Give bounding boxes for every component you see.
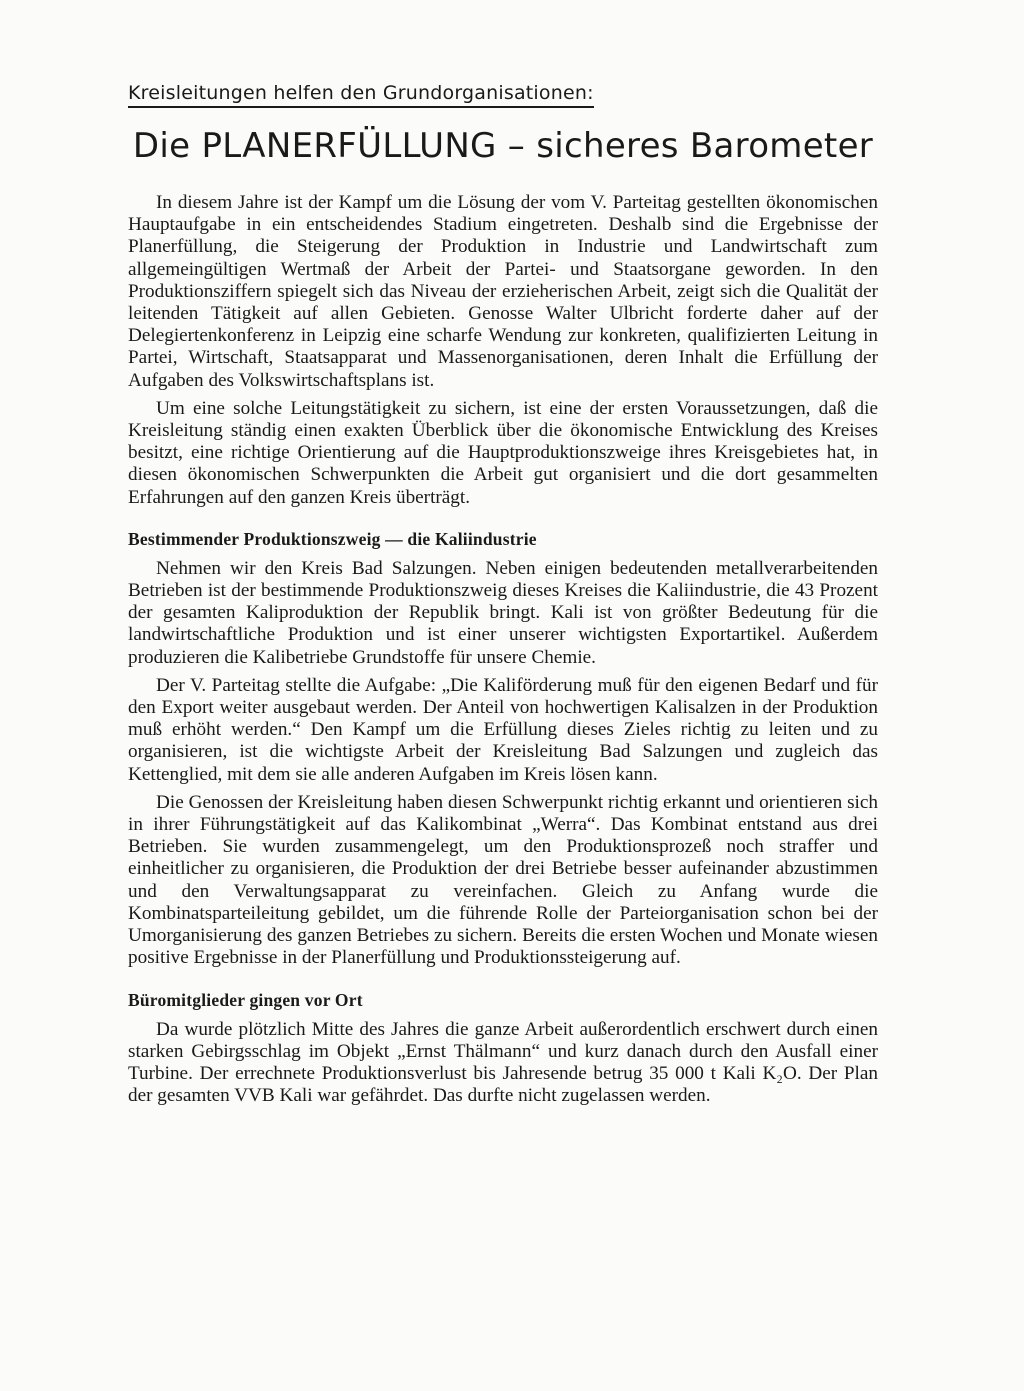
paragraph: Nehmen wir den Kreis Bad Salzungen. Neben einigen bedeutenden metallverarbeitenden Betrieben ist der bestimmende Produktionszweig dieses Kreises die Kaliindustrie, die 43 Prozent der gesamten Kaliproduktion der Republik bringt. Kali ist von größter Bedeutung für die landwirtschaftliche Produktion und ist einer unserer wichtigsten Exportartikel. Außerdem produzieren die Kalibetriebe Grundstoffe für unsere Chemie. [128,557,878,668]
paragraph: Der V. Parteitag stellte die Aufgabe: „Die Kaliförderung muß für den eigenen Bedarf und für den Export weiter ausgebaut werden. Der Anteil von hochwertigen Kalisalzen in der Produktion muß erhöht werden.“ Den Kampf um die Erfüllung dieses Zieles richtig zu leiten und zu organisieren, ist die wichtigste Arbeit der Kreisleitung Bad Salzungen und zugleich das Kettenglied, mit dem sie alle anderen Aufgaben im Kreis lösen kann. [128,674,878,785]
article-title: Die PLANERFÜLLUNG – sicheres Barometer [132,126,874,166]
paragraph: Da wurde plötzlich Mitte des Jahres die ganze Arbeit außerordentlich erschwert durch einen starken Gebirgsschlag im Objekt „Ernst Thälmann“ und kurz danach durch den Ausfall einer Turbine. Der errechnete Produktionsverlust bis Jahresende betrug 35 000 t Kali K₂O. Der Plan der gesamten VVB Kali war gefährdet. Das durfte nicht zugelassen werden. [128,1018,878,1107]
section-heading: Büromitglieder gingen vor Ort [128,989,363,1010]
section-heading: Bestimmender Produktionszweig — die Kaliindustrie [128,528,537,549]
paragraph: In diesem Jahre ist der Kampf um die Lösung der vom V. Parteitag gestellten ökonomischen Hauptaufgabe in ein entscheidendes Stadium eingetreten. Deshalb sind die Ergebnisse der Planerfüllung, die Steigerung der Produktion in Industrie und Landwirtschaft zum allgemeingültigen Wertmaß der Arbeit der Partei- und Staatsorgane geworden. In den Produktionsziffern spiegelt sich das Niveau der erzieherischen Arbeit, zeigt sich die Qualität der leitenden Tätigkeit auf allen Gebieten. Genosse Walter Ulbricht forderte daher auf der Delegiertenkonferenz in Leipzig eine scharfe Wendung zur konkreten, qualifizierten Leitung in Partei, Wirtschaft, Staatsapparat und Massenorganisationen, deren Inhalt die Erfüllung der Aufgaben des Volkswirtschaftsplans ist. [128,192,878,391]
paragraph: Die Genossen der Kreisleitung haben diesen Schwerpunkt richtig erkannt und orientieren sich in ihrer Führungstätigkeit auf das Kalikombinat „Werra“. Das Kombinat entstand aus drei Betrieben. Sie wurden zusammengelegt, um den Produktionsprozeß noch straffer und einheitlicher zu organisieren, die Produktion der drei Betriebe besser aufeinander abzustimmen und den Verwaltungsapparat zu vereinfachen. Gleich zu Anfang wurde die Kombinatsparteileitung gebildet, um die führende Rolle der Parteiorganisation schon bei der Umorganisierung des ganzen Betriebes zu sichern. Bereits die ersten Wochen und Monate wiesen positive Ergebnisse in der Planerfüllung und Produktionssteigerung auf. [128,791,878,969]
paragraph: Um eine solche Leitungstätigkeit zu sichern, ist eine der ersten Voraussetzungen, daß die Kreisleitung ständig einen exakten Überblick über die ökonomische Entwicklung des Kreises besitzt, eine richtige Orientierung auf die Hauptproduktionszweige ihres Kreisgebietes hat, in diesen ökonomischen Schwerpunkten die Arbeit gut organisiert und die dort gesammelten Erfahrungen auf den ganzen Kreis überträgt. [128,397,878,508]
article-kicker: Kreisleitungen helfen den Grundorganisationen: [128,82,594,108]
